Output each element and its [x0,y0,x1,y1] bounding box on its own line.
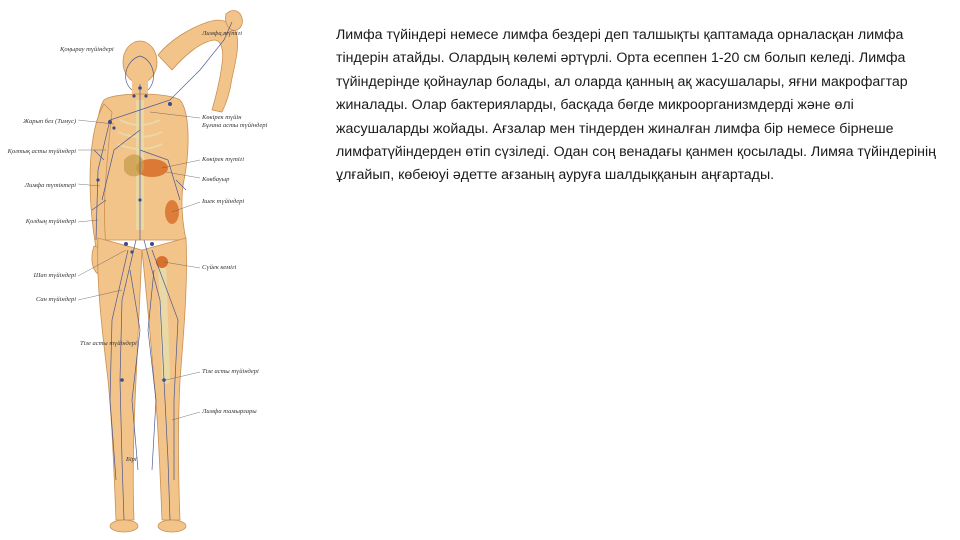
figure-label-right: Бұғана асты түйіндері [202,122,268,129]
figure-label-right: Көкбауыр [202,176,230,183]
figure-label-left: Жарып без (Тимус) [23,118,76,125]
lymphatic-system-illustration [7,0,280,540]
human-figure-drawing [40,0,280,540]
description-paragraph: Лимфа түйіндері немесе лимфа бездері деп талшықты қаптамада орналасқан лимфа тіндерін атайды. Олардың көлемі әртүрлі. Орта есеппен 1-20 см болып келеді. Лимфа түйіндерінде қойнаулар болады, ал оларда қанның ақ жасушалары, яғни макрофагтар жиналады. Олар бактерияларды, басқада бөгде микроорганизмдерді және өлі жасушаларды жойады. Ағзалар мен тіндерден жиналған лимфа бір немесе бірнеше лимфатүйіндерден өтіп сүзіледі. Одан соң венадағы қанмен қосылады. Лимяа түйіндерінің ұлғайып, көбеюуі әдетте ағзаның ауруға шалдыққанын аңғартады. [336,27,936,184]
description-text-block [336,24,936,188]
figure-label-right: Сүйек кемігі [202,264,237,271]
figure-label-right: Көкірек түйін [202,114,242,121]
figure-label-bottom: Бірі [126,456,137,463]
figure-label-left: Қоңырау түйіндері [60,46,114,53]
figure-label-left: Қолдың түйіндері [25,218,76,225]
figure-label-left: Лимфа түтіктері [24,182,76,189]
figure-label-left: Сан түйіндері [35,296,76,303]
figure-label-left: Шап түйіндері [33,272,76,279]
figure-label-left: Қолтық асты түйіндері [7,148,76,155]
figure-label-left: Тізе асты түйіндері [80,340,137,347]
figure-label-right: Көкірек түтігі [202,156,244,163]
figure-label-right: Лимфа түтігі [202,30,243,37]
figure-label-right: Тізе асты түйіндері [202,368,259,375]
figure-label-right: Ішек түйіндері [202,198,245,205]
figure-label-right: Лимфа тамырлары [202,408,257,415]
